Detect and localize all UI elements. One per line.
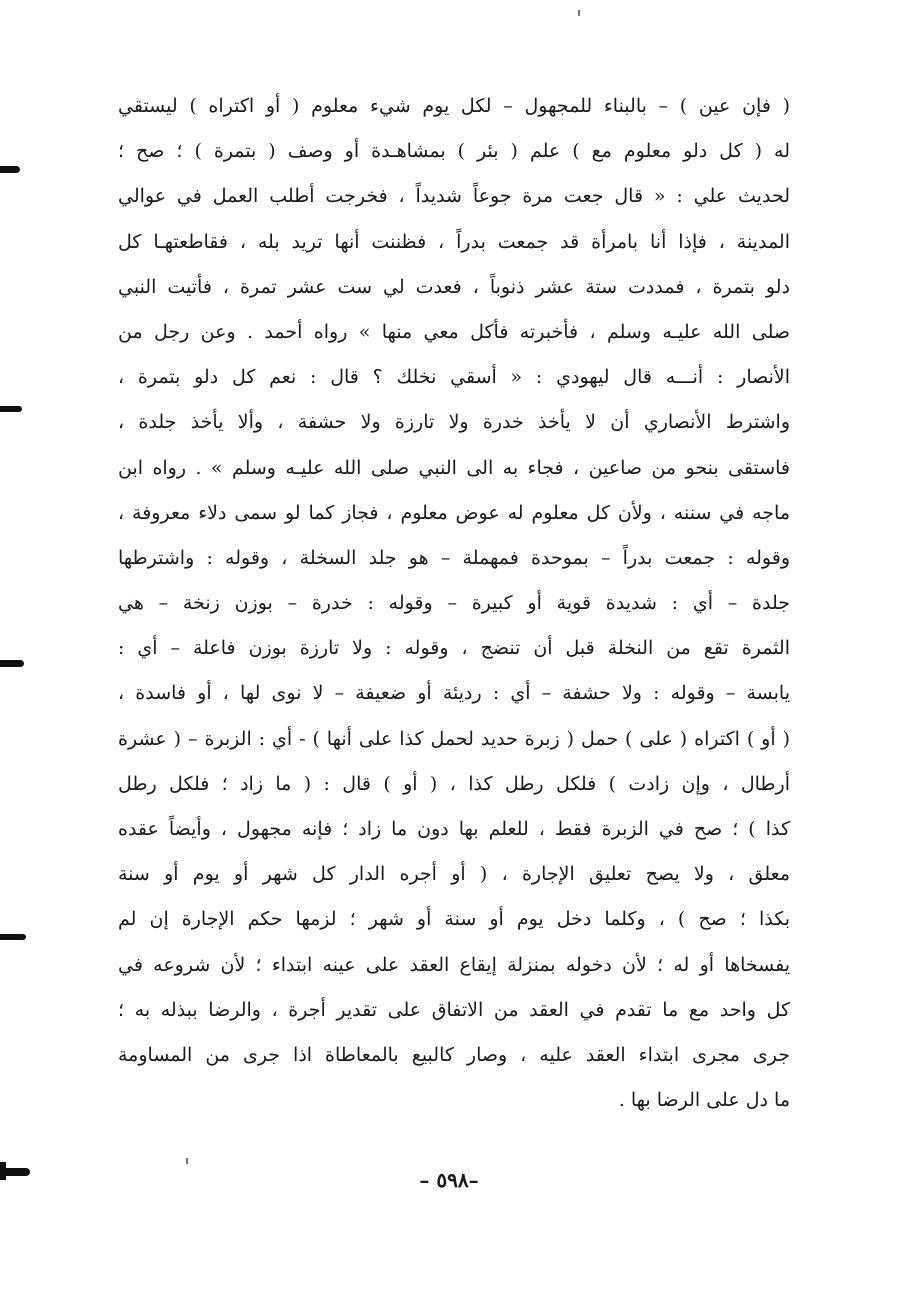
text-line: واشترط الأنصاري أن لا يأخذ خدرة ولا تارزة ولا حشفة ، وألا يأخذ جلدة ، — [118, 411, 790, 434]
text-line: معلق ، ولا يصح تعليق الإجارة ، ( أو أجره الدار كل شهر أو يوم أو سنة — [118, 863, 790, 886]
binding-mark — [0, 166, 20, 173]
binding-mark — [0, 934, 26, 940]
text-line: فاستقى بنحو من صاعين ، فجاء به الى النبي صلى الله عليـه وسلم » . رواه ابن — [118, 456, 790, 479]
text-line: دلو بتمرة ، فمددت ستة عشر ذنوباً ، فعدت لي ست عشر تمرة ، فأتيت النبي — [118, 275, 790, 298]
text-line: كذا ) ؛ صح في الزبرة فقط ، للعلم بها دون ما زاد ؛ فإنه مجهول ، وأيضاً عقده — [118, 818, 790, 840]
text-line: كل واحد مع ما تقدم في العقد من الاتفاق على تقدير أجرة ، والرضا ببذله به ؛ — [118, 998, 790, 1021]
text-line: أرطال ، وإن زادت ) فلكل رطل كذا ، ( أو ) قال : ( ما زاد ؛ فلكل رطل — [118, 772, 790, 795]
text-line: يابسة – وقوله : ولا حشفة – أي : رديئة أو ضعيفة – لا نوى لها ، أو فاسدة ، — [118, 682, 790, 705]
text-line: المدينة ، فإذا أنا بامرأة قد جمعت بدراً ، فظننت أنها تريد بله ، فقاطعتهـا كل — [118, 230, 790, 253]
text-line: ( فإن عين ) – بالبناء للمجهول – لكل يوم شيء معلوم ( أو اكتراه ) ليستقي — [118, 95, 790, 117]
text-line: له ( كل دلو معلوم مع ) علم ( بئر ) بمشاهـدة أو وصف ( بتمرة ) ؛ صح ؛ — [118, 140, 790, 163]
text-line: بكذا ؛ صح ) ، وكلما دخل يوم أو سنة أو شهر ؛ لزمها حكم الإجارة إن لم — [118, 908, 790, 931]
text-line: لحديث علي : « قال جعت مرة جوعاً شديداً ، فخرجت أطلب العمل في عوالي — [118, 185, 790, 208]
binding-mark — [0, 406, 22, 412]
binding-mark — [0, 660, 24, 667]
text-line: جرى مجرى ابتداء العقد عليه ، وصار كالبيع بالمعاطاة اذا جرى من المساومة — [118, 1043, 790, 1066]
text-line: ( أو ) اكتراه ( على ) حمل ( زبرة حديد لحمل كذا على أنها ) - أي : الزبرة – ( عشرة — [118, 727, 790, 750]
page-number: –٥٩٨ – — [419, 1168, 479, 1192]
text-line: ماجه في سننه ، ولأن كل معلوم له عوض معلوم ، فجاز كما لو سمى دلاء معروفة ، — [118, 501, 790, 524]
text-line: يفسخاها أو له ؛ لأن دخوله بمنزلة إيقاع العقد على عينه ابتداء ؛ لأن شروعه في — [118, 953, 790, 976]
scan-speck — [578, 10, 580, 16]
text-line: الثمرة تقع من النخلة قبل أن تنضج ، وقوله : ولا تارزة بوزن فاعلة – أي : — [118, 637, 790, 660]
text-line: جلدة – أي : شديدة قوية أو كبيرة – وقوله : خدرة – بوزن زنخة – هي — [118, 592, 790, 615]
text-line: وقوله : جمعت بدراً – بموحدة فمهملة – هو جلد السخلة ، وقوله : واشترطها — [118, 546, 790, 569]
body-text — [118, 84, 790, 1123]
text-line: الأنصار : أنـــه قال ليهودي : « أسقي نخلك ؟ قال : نعم كل دلو بتمرة ، — [118, 366, 790, 389]
text-line: ما دل على الرضا بها . — [618, 1089, 790, 1112]
scan-speck — [186, 1158, 188, 1164]
text-line: صلى الله عليـه وسلم ، فأخبرته فأكل معي منها » رواه أحمد . وعن رجل من — [118, 320, 790, 343]
